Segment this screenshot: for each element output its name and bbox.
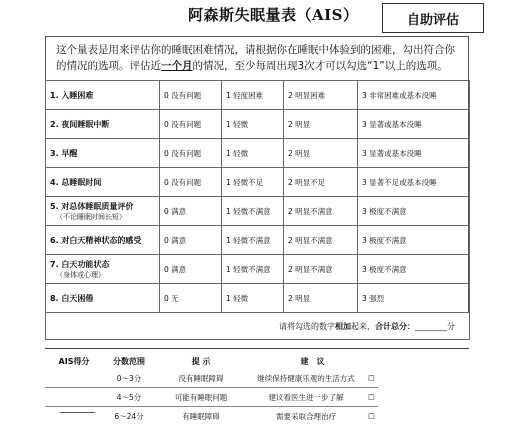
- question-row: [46, 197, 470, 226]
- total-score-blank[interactable]: ________: [415, 321, 447, 331]
- advice-cell: 需要采取合理治疗: [276, 411, 336, 421]
- checkbox-icon[interactable]: ☐: [365, 369, 378, 388]
- question-row: [46, 255, 470, 284]
- score-row: [45, 407, 378, 426]
- section-divider: [45, 348, 469, 349]
- header-hint: 提 示: [191, 356, 211, 366]
- option-3[interactable]: 3 非常困难或基本没睡: [358, 81, 470, 110]
- option-2[interactable]: 2 明显困难: [284, 81, 358, 110]
- instructions: [56, 42, 461, 74]
- question-label: 3. 早醒: [46, 139, 160, 168]
- question-label: 4. 总睡眠时间: [46, 168, 160, 197]
- option-2[interactable]: 2 明显不足: [284, 168, 358, 197]
- option-2[interactable]: 2 明显不满意: [284, 197, 358, 226]
- option-1[interactable]: 1 轻度困难: [222, 81, 284, 110]
- option-0[interactable]: 0 满意: [160, 226, 222, 255]
- hint-cell: 有睡眠障碍: [182, 411, 220, 421]
- option-2[interactable]: 2 明显: [284, 139, 358, 168]
- option-1[interactable]: 1 轻微不满意: [222, 197, 284, 226]
- instructions-line2-pre: 的情况的选项。评估近: [56, 60, 161, 72]
- score-row: [45, 388, 378, 407]
- option-0[interactable]: 0 满意: [160, 255, 222, 284]
- question-label: 8. 白天困倦: [46, 284, 160, 313]
- range-cell: 4～5分: [103, 388, 155, 407]
- question-row: [46, 226, 470, 255]
- question-label: 2. 夜间睡眠中断: [46, 110, 160, 139]
- option-3[interactable]: 3 显著不足或基本没睡: [358, 168, 470, 197]
- header-ais-score: AIS得分: [58, 356, 90, 366]
- option-0[interactable]: 0 没有问题: [160, 139, 222, 168]
- option-3[interactable]: 3 极度不满意: [358, 226, 470, 255]
- option-1[interactable]: 1 轻微: [222, 139, 284, 168]
- instructions-emphasis: 一个月: [161, 60, 193, 72]
- self-assessment-badge: 自助评估: [382, 3, 484, 33]
- header-range: 分数范围: [113, 356, 145, 366]
- option-3[interactable]: 3 显著或基本没睡: [358, 139, 470, 168]
- questionnaire-box: [45, 36, 469, 331]
- option-2[interactable]: 2 明显不满意: [284, 226, 358, 255]
- score-cell: [45, 388, 103, 407]
- question-row: [46, 110, 470, 139]
- option-1[interactable]: 1 轻微: [222, 110, 284, 139]
- question-sublabel: （身体或心理）: [56, 270, 105, 279]
- score-header-row: [45, 353, 378, 369]
- total-row: [46, 313, 470, 340]
- hint-cell: 没有睡眠障碍: [155, 369, 247, 388]
- option-3[interactable]: 3 显著或基本没睡: [358, 110, 470, 139]
- option-1[interactable]: 1 轻微: [222, 284, 284, 313]
- checkbox-icon[interactable]: ☐: [368, 411, 375, 421]
- question-label: 5. 对总体睡眠质量评价 （不论睡眠时间长短）: [46, 197, 160, 226]
- page-title: 阿森斯失眠量表（AIS）: [188, 6, 359, 24]
- option-2[interactable]: 2 明显: [284, 284, 358, 313]
- hint-cell: 可能有睡眠问题: [155, 388, 247, 407]
- score-cell: [45, 407, 103, 426]
- questions-table: [45, 80, 470, 340]
- advice-cell: 继续保持健康乐观的生活方式: [247, 369, 365, 388]
- option-0[interactable]: 0 无: [160, 284, 222, 313]
- option-3[interactable]: 3 极度不满意: [358, 255, 470, 284]
- score-entry-line[interactable]: [60, 412, 95, 413]
- option-2[interactable]: 2 明显不满意: [284, 255, 358, 284]
- question-row: [46, 168, 470, 197]
- option-0[interactable]: 0 没有问题: [160, 81, 222, 110]
- range-cell: 0～3分: [103, 369, 155, 388]
- score-cell: [45, 369, 103, 388]
- option-1[interactable]: 1 轻微不足: [222, 168, 284, 197]
- score-row: [45, 369, 378, 388]
- question-row: [46, 284, 470, 313]
- score-interpretation-table: [45, 353, 378, 425]
- option-3[interactable]: 3 极度不满意: [358, 197, 470, 226]
- option-3[interactable]: 3 强烈: [358, 284, 470, 313]
- checkbox-icon[interactable]: ☐: [365, 388, 378, 407]
- question-row: [46, 139, 470, 168]
- question-row: [46, 81, 470, 110]
- total-score-line: 请将勾选的数字相加起来，合计总分：________分: [46, 313, 470, 340]
- option-1[interactable]: 1 轻微不满意: [222, 226, 284, 255]
- instructions-line2-post: 的情况，至少每周出现3次才可以勾选“1”以上的选项。: [192, 60, 448, 72]
- question-label: 7. 白天功能状态 （身体或心理）: [46, 255, 160, 284]
- question-label: 6. 对白天精神状态的感受: [46, 226, 160, 255]
- option-0[interactable]: 0 没有问题: [160, 110, 222, 139]
- option-2[interactable]: 2 明显: [284, 110, 358, 139]
- instructions-line1: 这个量表是用来评估你的睡眠困难情况，请根据你在睡眠中体验到的困难，勾出符合你: [56, 44, 455, 56]
- range-cell: 6～24分: [114, 411, 144, 421]
- header-advice: 建 议: [300, 356, 325, 366]
- option-0[interactable]: 0 没有问题: [160, 168, 222, 197]
- question-sublabel: （不论睡眠时间长短）: [56, 212, 126, 221]
- question-label: 1. 入睡困难: [46, 81, 160, 110]
- advice-cell: 建议看医生进一步了解: [247, 388, 365, 407]
- option-0[interactable]: 0 满意: [160, 197, 222, 226]
- option-1[interactable]: 1 轻微不满意: [222, 255, 284, 284]
